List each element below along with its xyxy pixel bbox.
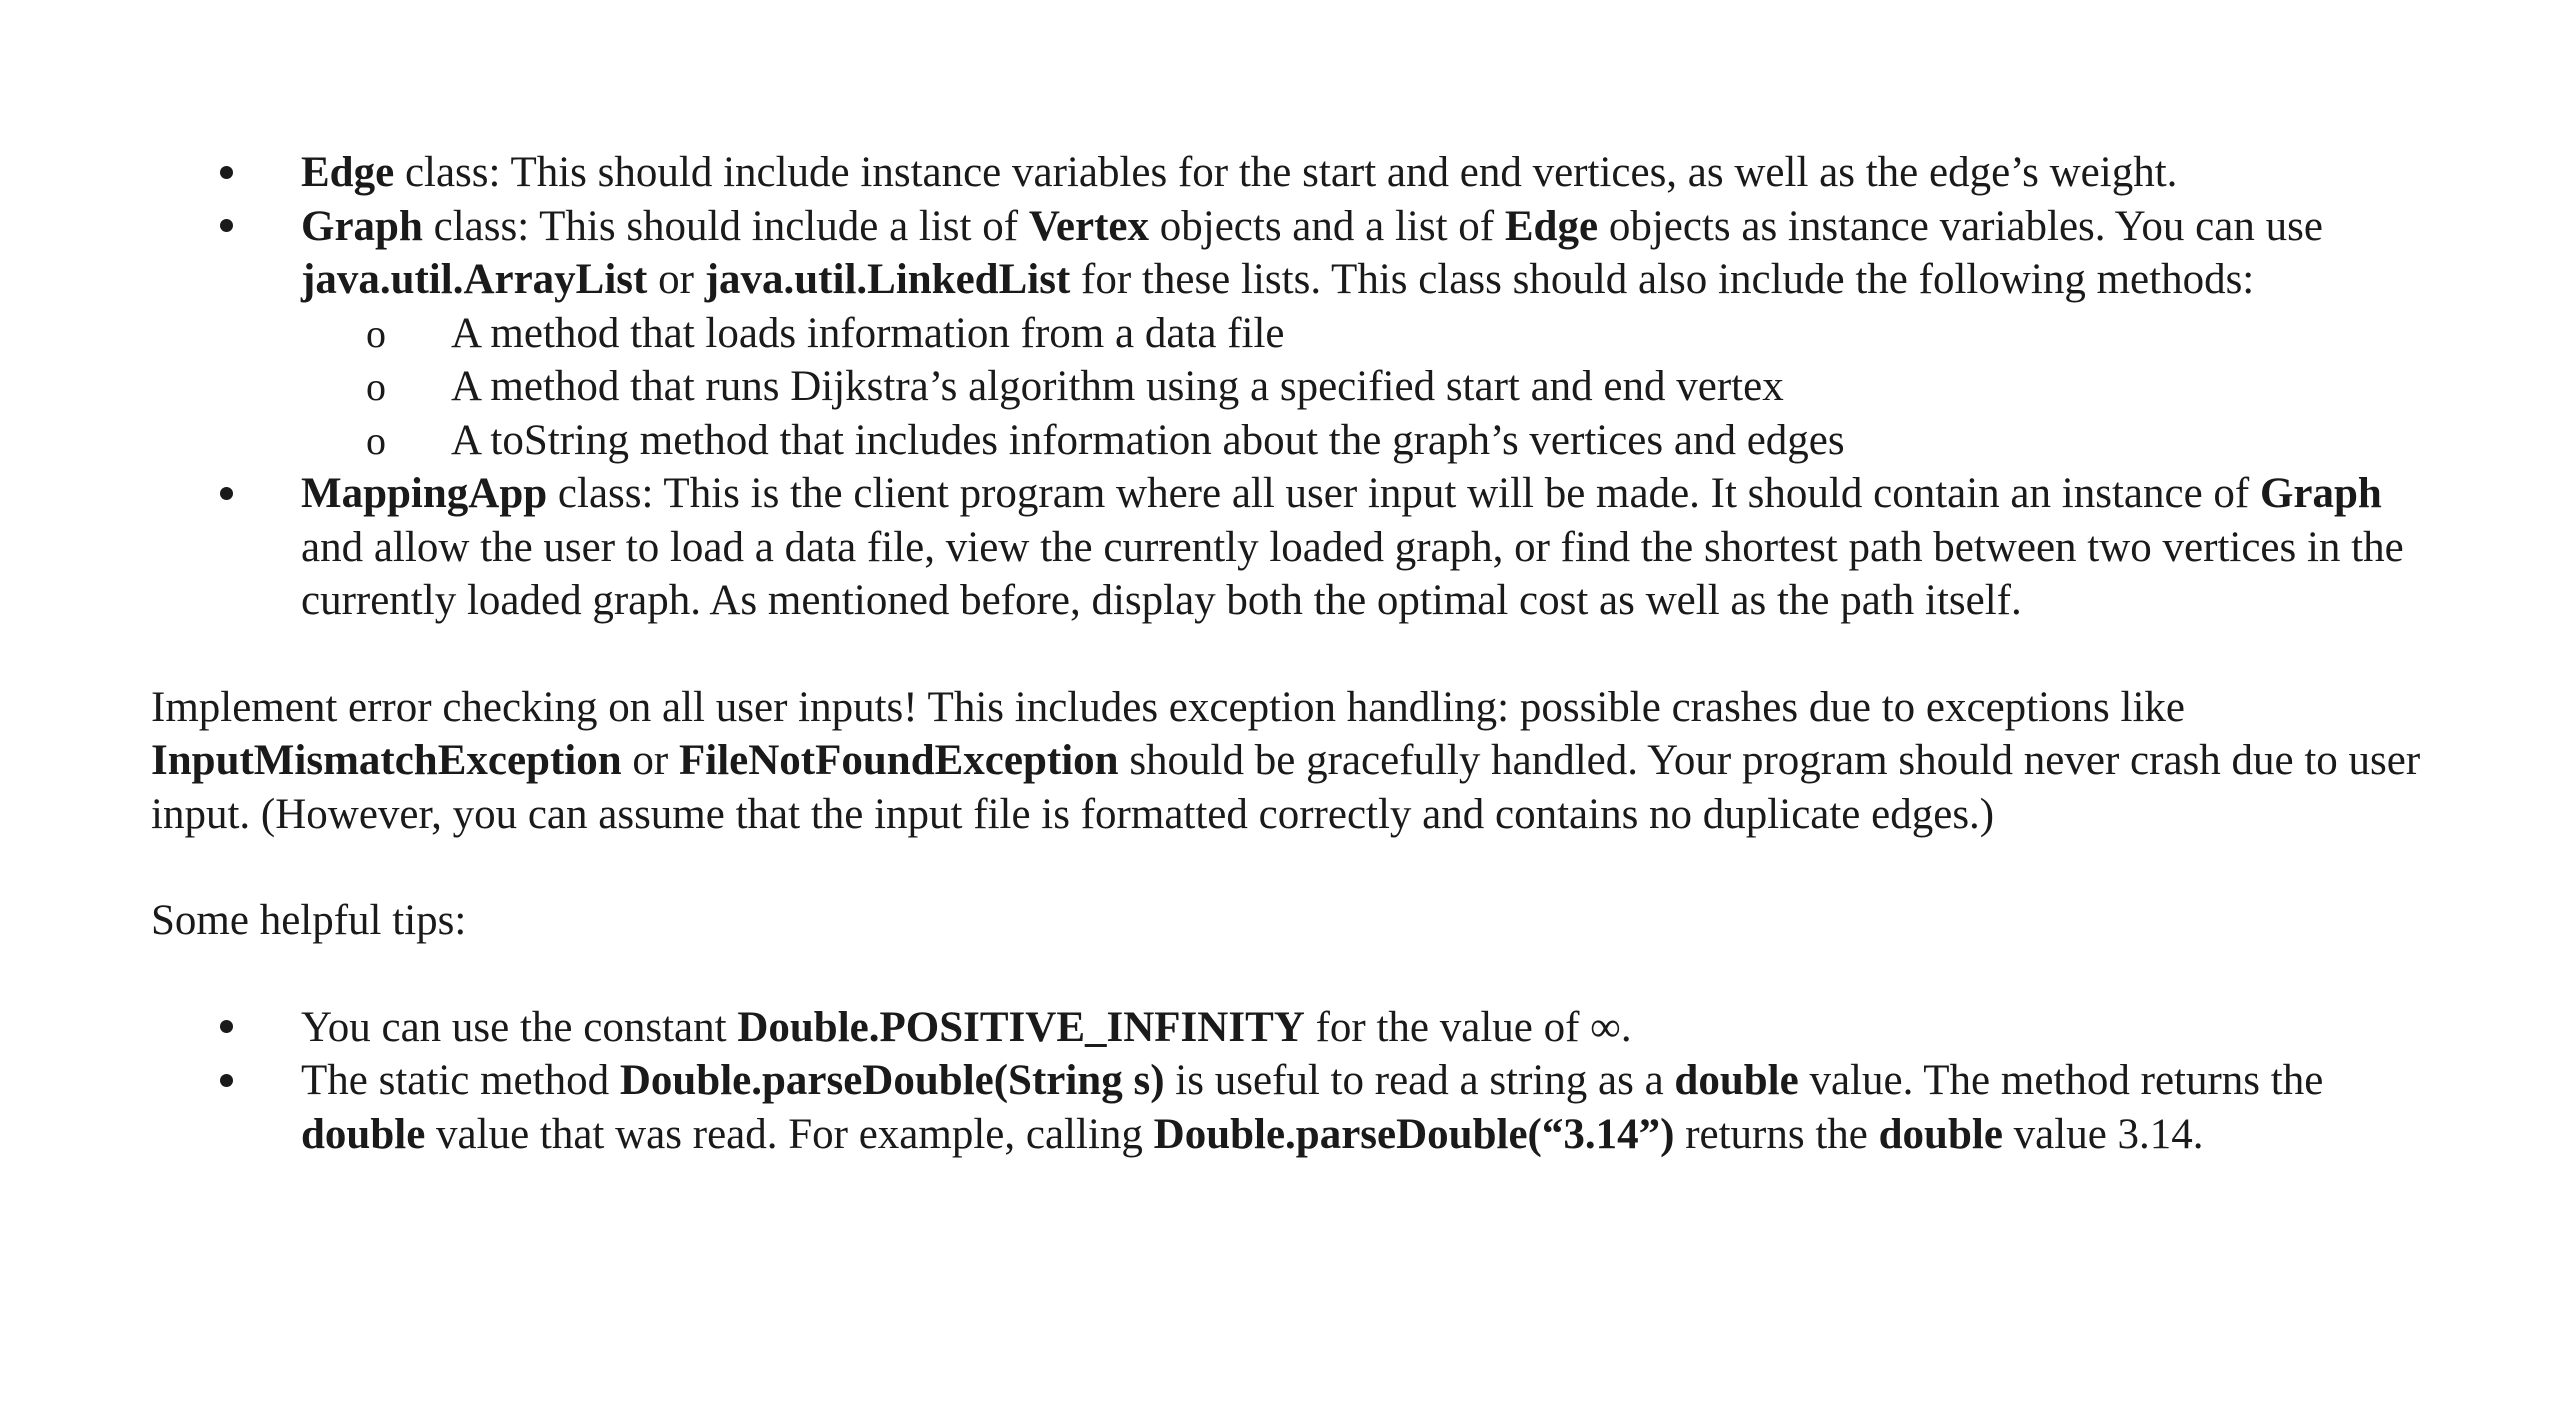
tip2-text-2: is useful to read a string as a (1164, 1057, 1675, 1104)
error-checking-paragraph (151, 681, 2451, 842)
tips-list (151, 1001, 2451, 1162)
term-mappingapp: MappingApp (301, 470, 548, 517)
tip-text-2: for the value of ∞. (1304, 1003, 1632, 1051)
bullet-icon (216, 467, 236, 521)
class-requirements-list (151, 146, 2451, 628)
graph-text-3: objects as instance variables. You can use (1598, 202, 2323, 250)
graph-methods-list (301, 307, 2451, 468)
bullet-icon (216, 1001, 236, 1055)
term-edge: Edge (301, 149, 395, 196)
sub-bullet-icon: o (366, 417, 386, 463)
tip2-text-4: value that was read. For example, calling (425, 1110, 1154, 1158)
term-linkedlist: java.util.LinkedList (704, 256, 1071, 303)
mappingapp-text-1: class: This is the client program where all user input will be made. It should contain an instance of (547, 470, 2260, 517)
edge-description: class: This should include instance variables for the start and end vertices, as well as the edge’s weight. (394, 149, 2178, 196)
spacer (151, 948, 2451, 1001)
term-double-2: double (301, 1110, 426, 1158)
tip-text-1: You can use the constant (301, 1003, 738, 1051)
graph-text-5: for these lists. This class should also include the following methods: (1070, 256, 2255, 303)
term-arraylist: java.util.ArrayList (301, 256, 648, 303)
term-parsedouble-example: Double.parseDouble(“3.14”) (1153, 1110, 1675, 1158)
graph-text-2: objects and a list of (1149, 202, 1505, 250)
error-text-3: should be gracefully handled. Your program should never crash due to user input. (However, you can assume that the input file is formatted correctly and contains no duplicate edges.) (151, 737, 2421, 838)
term-double-1: double (1674, 1057, 1799, 1104)
term-filenotfound: FileNotFoundException (678, 737, 1119, 784)
tips-heading: Some helpful tips: (151, 897, 467, 944)
error-text-2: or (621, 737, 679, 784)
sub-item-load-method (366, 307, 2451, 361)
tip2-text-1: The static method (301, 1057, 620, 1104)
sub-bullet-icon: o (366, 364, 386, 409)
term-graph: Graph (301, 202, 423, 250)
tip2-text-5: returns the (1674, 1110, 1879, 1158)
term-positive-infinity: Double.POSITIVE_INFINITY (737, 1003, 1305, 1051)
list-item-mappingapp-class (301, 467, 2451, 628)
error-text-1: Implement error checking on all user inputs! This includes exception handling: possible crashes due to exceptions like (151, 683, 2186, 731)
sub-item-dijkstra-method (366, 360, 2451, 414)
tip-item-parsedouble (301, 1054, 2451, 1161)
sub-item-text: A method that loads information from a data file (451, 309, 1285, 357)
tip2-text-3: value. The method returns the (1798, 1057, 2324, 1104)
term-vertex: Vertex (1028, 202, 1149, 250)
sub-item-text: A method that runs Dijkstra’s algorithm using a specified start and end vertex (451, 363, 1784, 410)
bullet-icon (216, 200, 236, 254)
sub-item-tostring-method (366, 414, 2451, 468)
document-body (151, 146, 2451, 1161)
bullet-icon (216, 1054, 236, 1108)
sub-bullet-icon: o (366, 310, 386, 356)
list-item-edge-class (301, 146, 2451, 200)
graph-text-4: or (647, 256, 705, 303)
mappingapp-text-2: and allow the user to load a data file, view the currently loaded graph, or find the shortest path between two vertices in the currently loaded graph. As mentioned before, display both the optimal cost as well as the path itself. (301, 523, 2404, 624)
graph-text-1: class: This should include a list of (422, 202, 1029, 250)
term-graph-ref: Graph (2259, 470, 2382, 517)
term-inputmismatch: InputMismatchException (151, 737, 622, 784)
term-edge-ref: Edge (1504, 202, 1599, 250)
term-parsedouble-signature: Double.parseDouble(String s) (619, 1057, 1165, 1104)
list-item-graph-class (301, 200, 2451, 468)
tip-item-infinity (301, 1001, 2451, 1055)
bullet-icon (216, 146, 236, 200)
sub-item-text: A toString method that includes information about the graph’s vertices and edges (451, 416, 1845, 464)
term-double-3: double (1878, 1110, 2003, 1158)
tip2-text-6: value 3.14. (2002, 1110, 2204, 1158)
